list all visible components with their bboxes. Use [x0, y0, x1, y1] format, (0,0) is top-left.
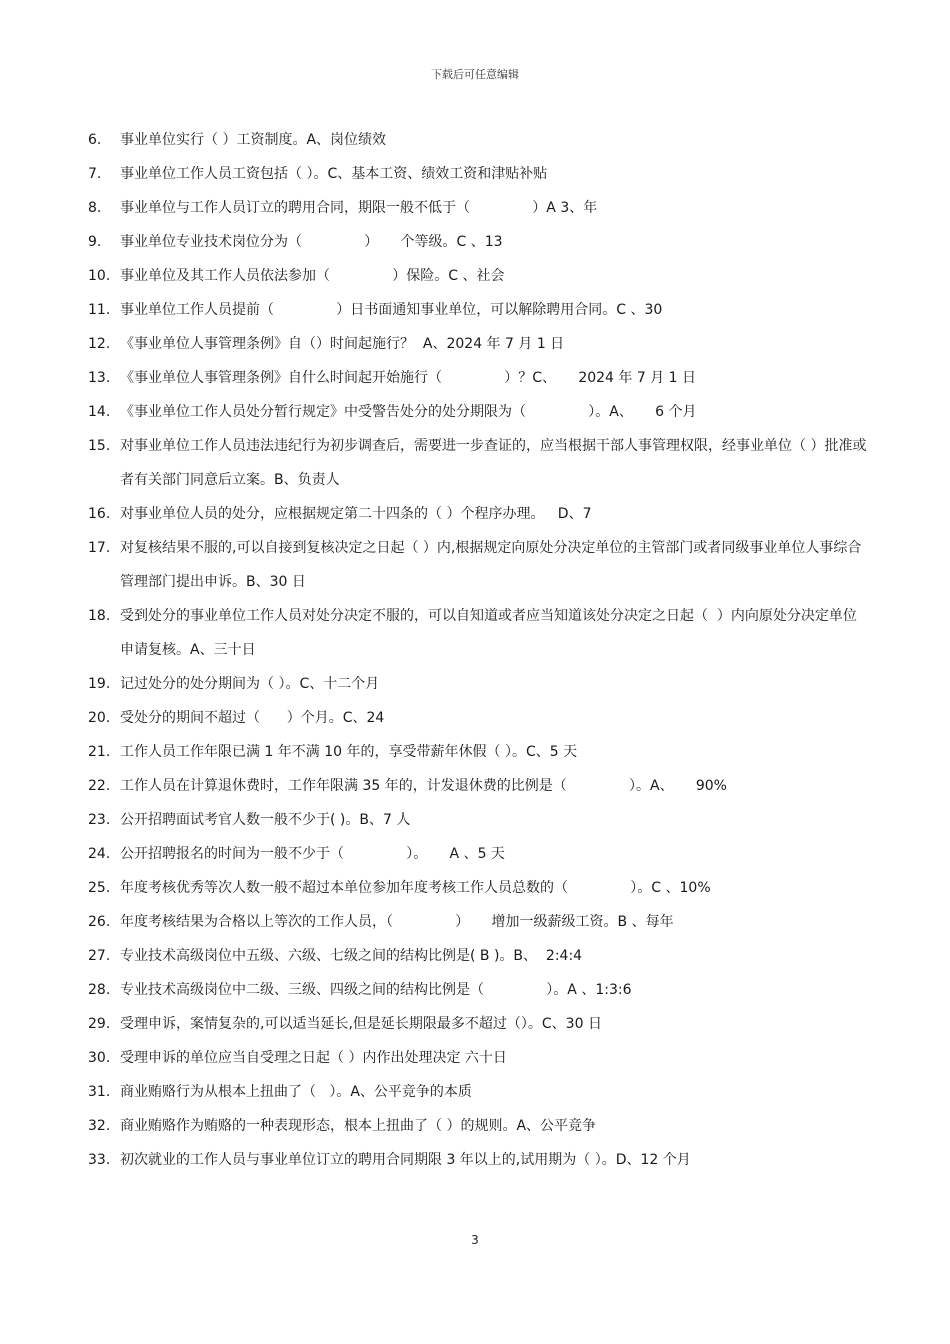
- page-header: 下载后可任意编辑: [431, 68, 519, 81]
- question-item: [88, 157, 868, 191]
- question-number: 13.: [88, 370, 111, 386]
- question-list: [88, 123, 868, 1177]
- question-number: 22.: [88, 778, 111, 794]
- question-number: 26.: [88, 914, 111, 930]
- question-text: 记过处分的处分期间为（ ）。C、十二个月: [120, 676, 380, 692]
- question-number: 33.: [88, 1152, 111, 1168]
- question-number: 15.: [88, 438, 111, 454]
- question-text: 《事业单位工作人员处分暂行规定》中受警告处分的处分期限为（ ）。A、 6 个月: [120, 404, 697, 420]
- question-number: 30.: [88, 1050, 111, 1066]
- question-number: 25.: [88, 880, 111, 896]
- question-number: 18.: [88, 608, 111, 624]
- question-text: 初次就业的工作人员与事业单位订立的聘用合同期限 3 年以上的,试用期为（ ）。D、12 个月: [120, 1152, 691, 1168]
- question-text: 事业单位与工作人员订立的聘用合同，期限一般不低于（ ）A 3、年: [120, 200, 598, 216]
- question-number: 14.: [88, 404, 111, 420]
- question-item: [88, 701, 868, 735]
- question-number: 19.: [88, 676, 111, 692]
- question-number: 21.: [88, 744, 111, 760]
- question-item: [88, 803, 868, 837]
- question-item: [88, 293, 868, 327]
- question-number: 23.: [88, 812, 111, 828]
- question-item: [88, 395, 868, 429]
- question-item: [88, 905, 868, 939]
- question-text: 事业单位实行（ ）工资制度。A、岗位绩效: [120, 132, 387, 148]
- question-item: [88, 871, 868, 905]
- question-text: 专业技术高级岗位中五级、六级、七级之间的结构比例是( B )。B、 2:4:4: [120, 948, 583, 964]
- question-text: 受理申诉的单位应当自受理之日起（ ）内作出处理决定 六十日: [120, 1050, 507, 1066]
- question-number: 16.: [88, 506, 111, 522]
- question-item: [88, 531, 868, 599]
- question-item: [88, 1109, 868, 1143]
- question-item: [88, 769, 868, 803]
- question-item: [88, 191, 868, 225]
- question-text: 工作人员在计算退休费时，工作年限满 35 年的，计发退休费的比例是（ ）。A、 90%: [120, 778, 727, 794]
- question-item: [88, 1041, 868, 1075]
- question-text: 对事业单位人员的处分，应根据规定第二十四条的（ ）个程序办理。 D、7: [120, 506, 592, 522]
- question-text: 专业技术高级岗位中二级、三级、四级之间的结构比例是（ ）。A 、1:3:6: [120, 982, 632, 998]
- question-number: 24.: [88, 846, 111, 862]
- question-text: 对复核结果不服的,可以自接到复核决定之日起（ ）内,根据规定向原处分决定单位的主管部门或者同级事业单位人事综合管理部门提出申诉。B、30 日: [120, 540, 862, 590]
- question-text: 对事业单位工作人员违法违纪行为初步调查后，需要进一步查证的，应当根据干部人事管理权限，经事业单位（ ）批准或者有关部门同意后立案。B、负责人: [120, 438, 867, 488]
- question-item: [88, 225, 868, 259]
- question-item: [88, 497, 868, 531]
- question-item: [88, 973, 868, 1007]
- question-text: 受处分的期间不超过（ ）个月。C、24: [120, 710, 385, 726]
- question-text: 受理申诉，案情复杂的,可以适当延长,但是延长期限最多不超过（）。C、30 日: [120, 1016, 602, 1032]
- question-number: 10.: [88, 268, 111, 284]
- question-text: 年度考核优秀等次人数一般不超过本单位参加年度考核工作人员总数的（ ）。C 、10%: [120, 880, 711, 896]
- question-item: [88, 837, 868, 871]
- question-number: 32.: [88, 1118, 111, 1134]
- question-text: 公开招聘面试考官人数一般不少于( )。B、7 人: [120, 812, 411, 828]
- question-text: 商业贿赂作为贿赂的一种表现形态，根本上扭曲了（ ）的规则。A、公平竞争: [120, 1118, 597, 1134]
- question-item: [88, 667, 868, 701]
- question-number: 8.: [88, 200, 102, 216]
- question-number: 31.: [88, 1084, 111, 1100]
- question-text: 商业贿赂行为从根本上扭曲了（ ）。A、公平竞争的本质: [120, 1084, 472, 1100]
- question-item: [88, 599, 868, 667]
- question-item: [88, 327, 868, 361]
- question-text: 公开招聘报名的时间为一般不少于（ ）。 A 、5 天: [120, 846, 505, 862]
- question-item: [88, 735, 868, 769]
- question-item: [88, 939, 868, 973]
- question-item: [88, 123, 868, 157]
- question-text: 事业单位工作人员提前（ ）日书面通知事业单位，可以解除聘用合同。C 、30: [120, 302, 663, 318]
- question-number: 29.: [88, 1016, 111, 1032]
- question-number: 12.: [88, 336, 111, 352]
- question-number: 27.: [88, 948, 111, 964]
- question-text: 《事业单位人事管理条例》自（）时间起施行？ A、2024 年 7 月 1 日: [120, 336, 565, 352]
- question-text: 事业单位专业技术岗位分为（ ） 个等级。C 、13: [120, 234, 503, 250]
- question-number: 6.: [88, 132, 102, 148]
- question-number: 28.: [88, 982, 111, 998]
- question-item: [88, 259, 868, 293]
- question-number: 9.: [88, 234, 102, 250]
- question-number: 11.: [88, 302, 111, 318]
- question-item: [88, 1075, 868, 1109]
- question-text: 事业单位工作人员工资包括（ ）。C、基本工资、绩效工资和津贴补贴: [120, 166, 548, 182]
- question-text: 受到处分的事业单位工作人员对处分决定不服的，可以自知道或者应当知道该处分决定之日起（ ）内向原处分决定单位申请复核。A、三十日: [120, 608, 857, 658]
- question-item: [88, 1143, 868, 1177]
- question-text: 工作人员工作年限已满 1 年不满 10 年的，享受带薪年休假（ ）。C、5 天: [120, 744, 578, 760]
- question-item: [88, 429, 868, 497]
- question-number: 20.: [88, 710, 111, 726]
- question-item: [88, 361, 868, 395]
- question-number: 17.: [88, 540, 111, 556]
- question-item: [88, 1007, 868, 1041]
- question-text: 《事业单位人事管理条例》自什么时间起开始施行（ ）？C、 2024 年 7 月 1 日: [120, 370, 697, 386]
- question-number: 7.: [88, 166, 102, 182]
- question-text: 年度考核结果为合格以上等次的工作人员，（ ） 增加一级薪级工资。B 、每年: [120, 914, 674, 930]
- question-text: 事业单位及其工作人员依法参加（ ）保险。C 、社会: [120, 268, 505, 284]
- page-number: 3: [471, 1233, 479, 1247]
